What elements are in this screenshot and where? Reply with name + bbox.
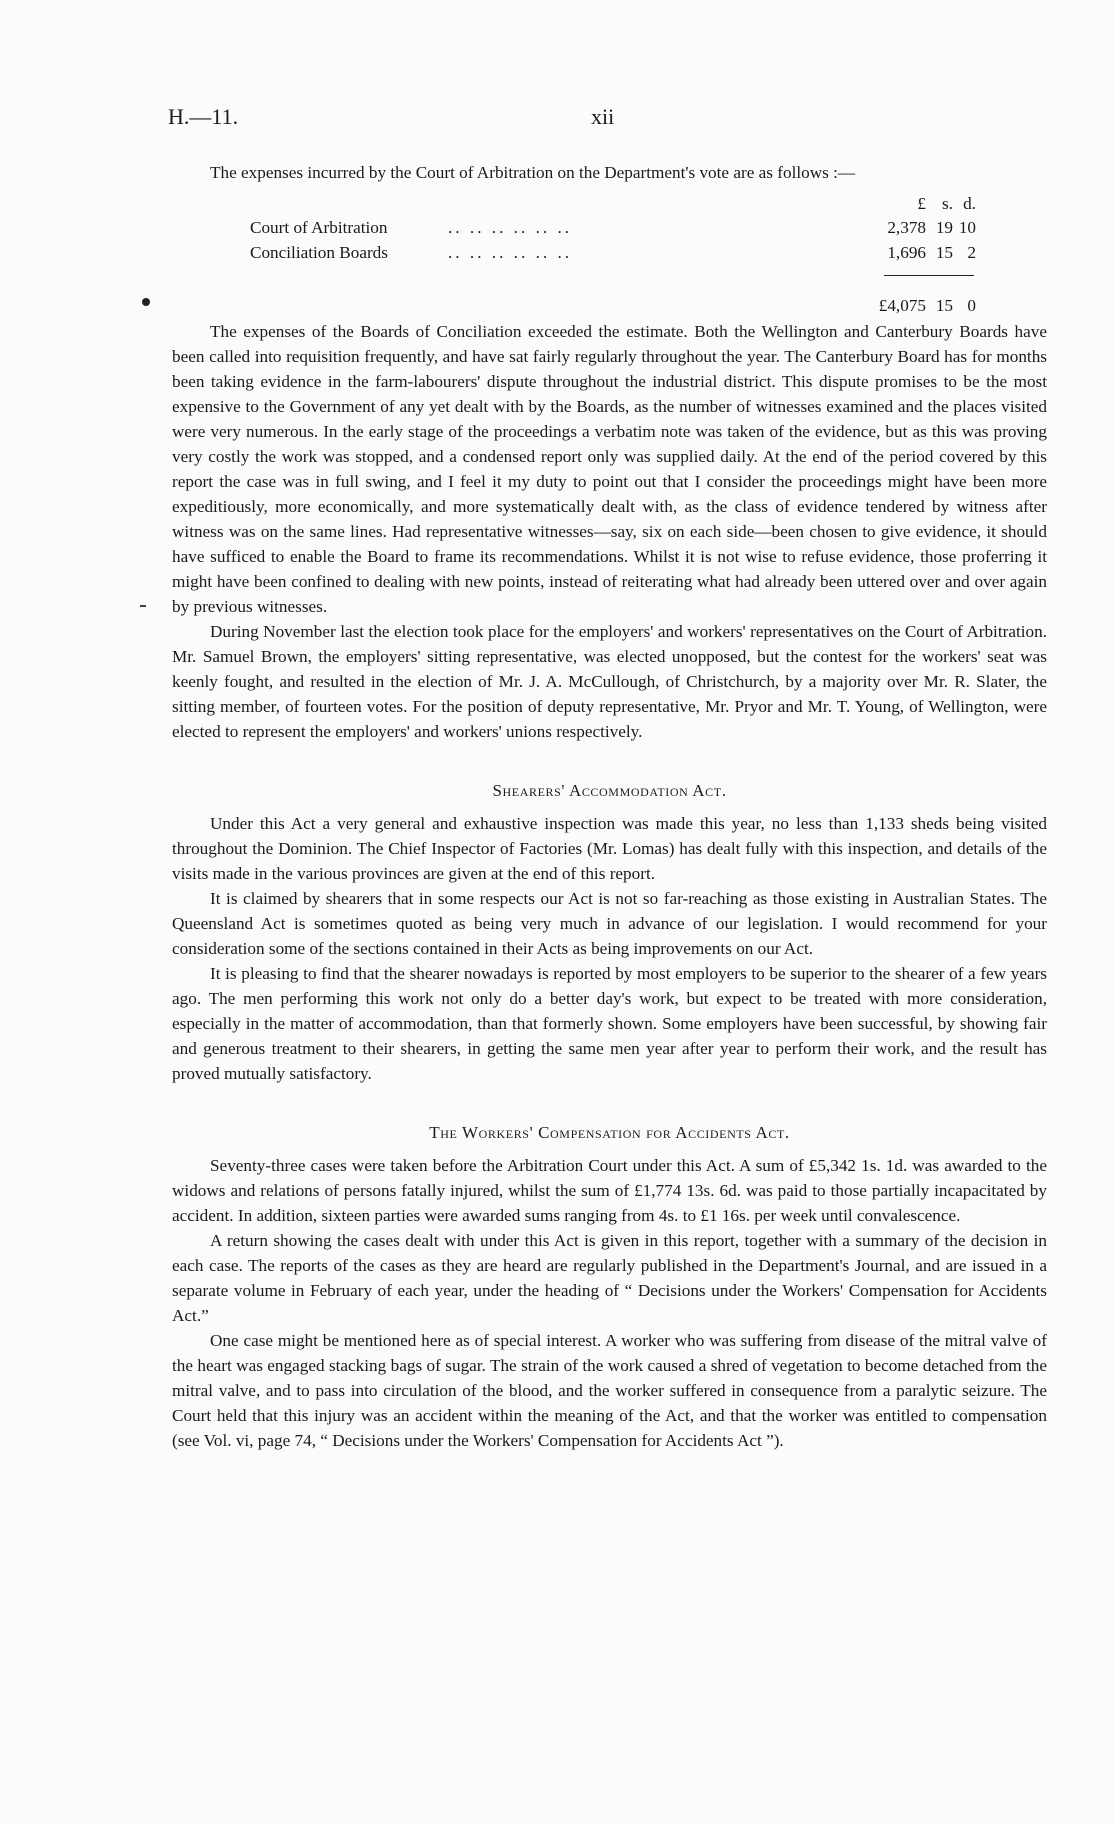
section-heading-workers-compensation: The Workers' Compensation for Accidents Act. bbox=[429, 1123, 790, 1142]
paragraph: It is pleasing to find that the shearer nowadays is reported by most employers to be superior to the shearer of a few years ago. The men performing this work not only do a better day's work, but expect to be treated with more consideration, especially in the matter of accommodation, than that formerly shown. Some employers have been successful, by showing fair and generous treatment to their shearers, in getting the same men year after year to perform their work, and the result has proved mutually satisfactory. bbox=[172, 964, 1047, 1083]
expense-pounds: 2,378 bbox=[887, 218, 926, 237]
leader-dots: .. .. .. .. .. .. bbox=[448, 218, 573, 237]
paragraph: Under this Act a very general and exhaustive inspection was made this year, no less than 1,133 sheds being visited throughout the Dominion. The Chief Inspector of Factories (Mr. Lomas) has dealt fully with this inspection, and details of the visits made in the various provinces are given at the end of this report. bbox=[172, 814, 1047, 883]
expense-row bbox=[172, 215, 1047, 240]
total-rule bbox=[172, 265, 1047, 287]
pence-head: d. bbox=[963, 194, 976, 213]
margin-mark bbox=[140, 605, 146, 607]
expense-label: Court of Arbitration bbox=[250, 218, 388, 237]
currency-header bbox=[172, 191, 1047, 215]
leader-dots: .. .. .. .. .. .. bbox=[448, 243, 573, 262]
total-pounds: £4,075 bbox=[878, 296, 926, 315]
page-body bbox=[172, 160, 1047, 1453]
paragraph: During November last the election took place for the employers' and workers' representatives on the Court of Arbitration. Mr. Samuel Brown, the employers' sitting representative, was elected unopposed, but the contest for the workers' seat was keenly fought, and resulted in the election of Mr. J. A. McCullough, of Christchurch, by a majority over Mr. R. Slater, the sitting member, of fourteen votes. For the position of deputy representative, Mr. Pryor and Mr. T. Young, of Wellington, were elected to represent the employers' and workers' unions respectively. bbox=[172, 622, 1047, 741]
paragraph: A return showing the cases dealt with under this Act is given in this report, together with a summary of the decision in each case. The reports of the cases as they are heard are regularly published in the Department's Journal, and are issued in a separate volume in February of each year, under the heading of “ Decisions under the Workers' Compensation for Accidents Act.” bbox=[172, 1231, 1047, 1325]
expense-shillings: 15 bbox=[935, 243, 953, 262]
pounds-head: £ bbox=[917, 194, 926, 213]
expense-label: Conciliation Boards bbox=[250, 243, 388, 262]
section-heading-shearers: Shearers' Accommodation Act. bbox=[492, 781, 727, 800]
paragraph: The expenses of the Boards of Conciliation exceeded the estimate. Both the Wellington and Canterbury Boards have been called into requisition frequently, and have sat fairly regularly throughout the year. The Canterbury Board has for months been taking evidence in the farm-labourers' dispute throughout the industrial district. This dispute promises to be the most expensive to the Government of any yet dealt with by the Boards, as the number of witnesses examined and the places visited were very numerous. In the early stage of the proceedings a verbatim note was taken of the evidence, but as this was proving very costly the work was stopped, and a condensed report only was supplied daily. At the end of the period covered by this report the case was in full swing, and I feel it my duty to point out that I consider the proceedings might have been more expeditiously, more economically, and more systematically dealt with, as the class of evidence tendered by witness after witness was on the same lines. Had representative witnesses—say, six on each side—been chosen to give evidence, it should have sufficed to enable the Board to frame its recommendations. Whilst it is not wise to refuse evidence, those proferring it might have been confined to dealing with new points, instead of reiterating what had already been uttered over and over again by previous witnesses. bbox=[172, 322, 1047, 616]
expense-pence: 2 bbox=[967, 243, 976, 262]
expense-shillings: 19 bbox=[935, 218, 953, 237]
page-reference: H.—11. bbox=[168, 104, 239, 129]
shillings-head: s. bbox=[942, 194, 953, 213]
total-shillings: 15 bbox=[935, 296, 953, 315]
expenses-intro: The expenses incurred by the Court of Arbitration on the Department's vote are as follows :— bbox=[210, 163, 856, 182]
expense-pounds: 1,696 bbox=[887, 243, 926, 262]
paragraph: It is claimed by shearers that in some respects our Act is not so far-reaching as those existing in Australian States. The Queensland Act is sometimes quoted as being very much in advance of our legislation. I would recommend for your consideration some of the sections contained in their Acts as being improvements on our Act. bbox=[172, 889, 1047, 958]
expense-row bbox=[172, 240, 1047, 265]
page-number: xii bbox=[591, 104, 615, 129]
margin-dot bbox=[142, 298, 150, 306]
total-pence: 0 bbox=[967, 296, 976, 315]
paragraph: One case might be mentioned here as of special interest. A worker who was suffering from disease of the mitral valve of the heart was engaged stacking bags of sugar. The strain of the work caused a shred of vegetation to become detached from the mitral valve, and to pass into circulation of the blood, and the worker suffered in consequence from a paralytic seizure. The Court held that this injury was an accident within the meaning of the Act, and that the worker was entitled to compensation (see Vol. vi, page 74, “ Decisions under the Workers' Compensation for Accidents Act ”). bbox=[172, 1331, 1047, 1450]
expense-pence: 10 bbox=[958, 218, 976, 237]
expense-total-row bbox=[172, 287, 1047, 319]
paragraph: Seventy-three cases were taken before the Arbitration Court under this Act. A sum of £5,342 1s. 1d. was awarded to the widows and relations of persons fatally injured, whilst the sum of £1,774 13s. 6d. was paid to those partially incapacitated by accident. In addition, sixteen parties were awarded sums ranging from 4s. to £1 16s. per week until convalescence. bbox=[172, 1156, 1047, 1225]
